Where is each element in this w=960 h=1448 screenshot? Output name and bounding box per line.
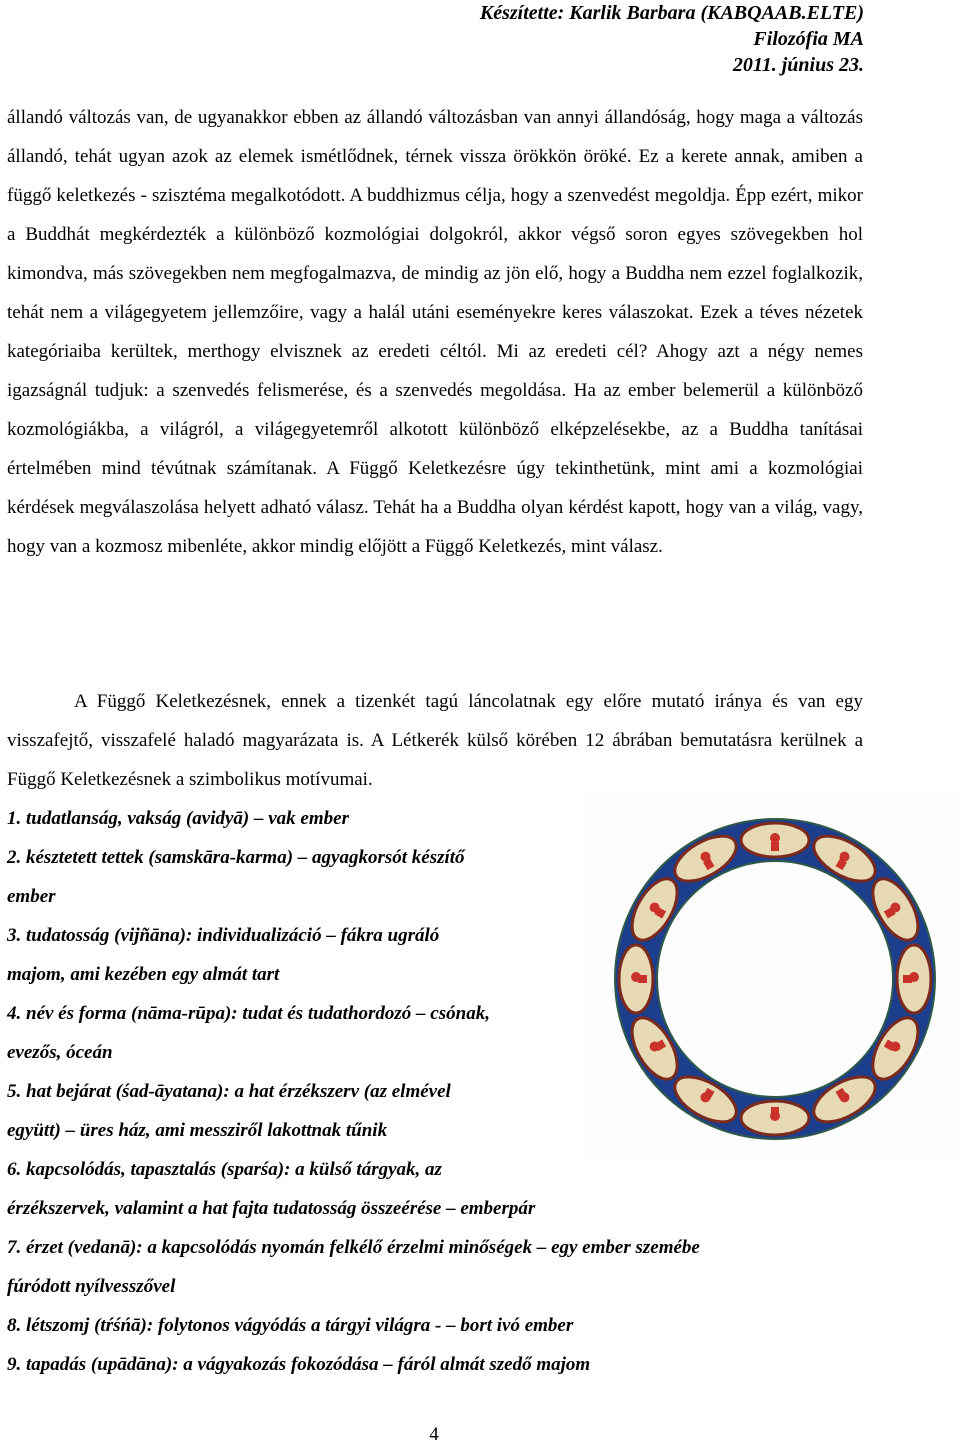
page-number: 4 <box>429 1424 439 1445</box>
list-line-4: 3. tudatosság (vijñāna): individualizáció – fákra ugráló <box>7 925 440 946</box>
ring-band <box>636 840 914 1118</box>
wheel-vignette-figure-body <box>771 842 779 851</box>
page-header <box>264 0 864 78</box>
wheel-of-life-illustration <box>586 793 960 1163</box>
list-line-5: majom, ami kezében egy almát tart <box>7 964 280 985</box>
wheel-vignette-figure-body <box>638 975 647 983</box>
wheel-vignette-figure-body <box>903 975 912 983</box>
list-line-2: 2. késztetett tettek (samskāra-karma) – agyagkorsót készítő <box>7 847 465 868</box>
ring-inner-edge <box>657 861 893 1097</box>
list-line-11: érzékszervek, valamint a hat fajta tudatosság összeérése – emberpár <box>7 1198 536 1219</box>
list-line-7: evezős, óceán <box>7 1042 113 1063</box>
header-date: 2011. június 23. <box>732 54 864 76</box>
wheel-vignette-figure <box>770 833 780 843</box>
list-line-12: 7. érzet (vedanā): a kapcsolódás nyomán felkélő érzelmi minőségek – egy ember szemébe <box>7 1237 700 1258</box>
list-line-6: 4. név és forma (nāma-rūpa): tudat és tudathordozó – csónak, <box>7 1003 490 1024</box>
list-line-1: 1. tudatlanság, vakság (avidyā) – vak ember <box>7 808 349 829</box>
list-line-10: 6. kapcsolódás, tapasztalás (sparśa): a külső tárgyak, az <box>7 1159 442 1180</box>
list-line-9: együtt) – üres ház, ami messziről lakottnak tűnik <box>7 1120 388 1141</box>
header-author: Készítette: Karlik Barbara (KABQAAB.ELTE) <box>479 2 864 24</box>
list-line-13: fúródott nyílvesszővel <box>7 1276 176 1297</box>
body-paragraph-2: A Függő Keletkezésnek, ennek a tizenkét tagú láncolatnak egy előre mutató iránya és van egy visszafejtő, visszafelé haladó magyarázata is. A Létkerék külső körében 12 ábrában bemutatásra kerülnek a Függő Keletkezésnek a szimbolikus motívumai. <box>7 691 863 790</box>
wheel-of-life-ring <box>586 793 960 1163</box>
header-program: Filozófia MA <box>753 28 864 50</box>
list-line-14: 8. létszomj (tŕśńā): folytonos vágyódás a tárgyi világra - – bort ivó ember <box>7 1315 574 1336</box>
list-line-15: 9. tapadás (upādāna): a vágyakozás fokozódása – fáról almát szedő majom <box>7 1354 591 1375</box>
list-line-8: 5. hat bejárat (śad-āyatana): a hat érzékszerv (az elmével <box>7 1081 451 1102</box>
list-line-3: ember <box>7 886 56 907</box>
wheel-vignette-figure-body <box>771 1107 779 1116</box>
body-paragraph-1: állandó változás van, de ugyanakkor ebben az állandó változásban van annyi állandóság, hogy maga a változás állandó, tehát ugyan azok az elemek ismétlődnek, térnek vissza örökkön öröké. Ez a kerete annak, amiben a függő keletkezés - szisztéma megalkotódott. A buddhizmus célja, hogy a szenvedést megoldja. Épp ezért, mikor a Buddhát megkérdezték a különböző kozmológiai dolgokról, akkor végső soron egyes szövegekben hol kimondva, más szövegekben nem megfogalmazva, de mindig az jön elő, hogy a Buddha nem ezzel foglalkozik, tehát nem a világegyetem jellemzőire, vagy a halál utáni eseményekre keres válaszokat. Ezek a téves nézetek kategóriaiba kerültek, merthogy elvisznek az eredeti céltól. Mi az eredeti cél? Ahogy azt a négy nemes igazságnál tudjuk: a szenvedés felismerése, és a szenvedés megoldása. Ha az ember belemerül a különböző kozmológiákba, a világról, a világegyetemről alkotott különböző elképzelésekbe, az a Buddha tanításai értelmében mind tévútnak számítanak. A Függő Keletkezésre úgy tekinthetünk, mint ami a kozmológiai kérdések megválaszolása helyett adható válasz. Tehát ha a Buddha olyan kérdést kapott, hogy van a világ, vagy, hogy van a kozmosz mibenléte, akkor mindig előjött a Függő Keletkezés, mint válasz. <box>7 107 863 557</box>
